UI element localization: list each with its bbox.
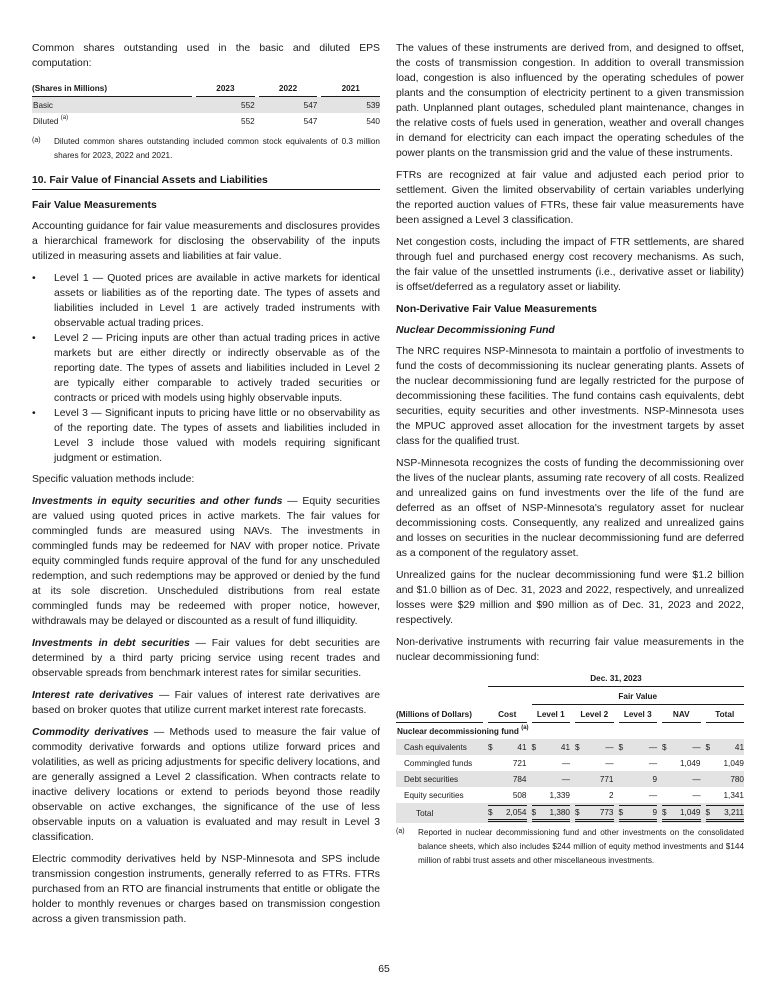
footnote-ref: (a) (60, 115, 69, 121)
cell: 41 (560, 743, 570, 752)
row-label: Equity securities (404, 791, 464, 800)
levels-list (32, 271, 380, 466)
table-row (396, 755, 744, 771)
total-cell: 9 (652, 808, 657, 817)
cell: 547 (255, 97, 318, 113)
header-cost: Cost (488, 708, 527, 723)
paragraph: The values of these instruments are derived from, and designed to offset, the costs of transmission congestion. In addition to overall transmission load, congestion is also influenced by the operating schedules of power plants and the consumption of electricity pertinent to a given transmission path. Unplanned plant outages, scheduled plant maintenance, changes in the relative costs of fuels used in generation, weather and overall changes in demand for electricity can each impact the operating schedules of the power plants on the transmission grid and the value of these instruments. (396, 43, 744, 159)
method-equity: Investments in equity securities and other funds — Equity securities are valued using quoted prices in active markets. The fair values for commingled funds are measured using NAVs. The investments in commingled funds may be redeemed for NAV with proper notice. Private equity commingled funds require approval of the fund for any unscheduled redemption, and such redemptions may be approved or denied by the fund at its sole discretion. Unscheduled distributions from real estate commingled funds may be redeemed with proper notice, however, withdrawals may be delayed or discounted as a result of fund illiquidity. (32, 496, 380, 627)
cell: — (561, 759, 570, 768)
cell: 780 (701, 771, 745, 787)
section-title: 10. Fair Value of Financial Assets and Liabilities (32, 173, 380, 190)
cell: 1,049 (680, 759, 701, 768)
cell: 539 (317, 97, 380, 113)
cell: 540 (366, 117, 380, 126)
header-total: Total (706, 708, 745, 723)
paragraph: Non-derivative instruments with recurring fair value measurements in the nuclear decommissioning fund: (396, 637, 744, 663)
date-header-row (396, 672, 744, 687)
fair-value-footnote (396, 826, 744, 868)
cell: 1,339 (549, 791, 570, 800)
column-header-row (396, 705, 744, 723)
group-header-row (396, 687, 744, 705)
paragraph: The NRC requires NSP-Minnesota to maintain a portfolio of investments to fund the costs of decommissioning its nuclear generating plants. Assets of the nuclear decommissioning fund are legally restricted for the purpose of decommissioning these facilities. The fund contains cash equivalents, debt securities, equity securities and other investments. NSP-Minnesota uses the MPUC approved asset allocation for the investment targets by asset class for the qualified trust. (396, 346, 744, 447)
electric-paragraph: Electric commodity derivatives held by NSP-Minnesota and SPS include transmission congestion instruments, generally referred to as FTRs. FTRs purchased from an RTO are financial instruments that entitle or obligate the holder to monthly revenues or charges based on transmission congestion across a given transmission path. (32, 854, 380, 925)
table-row (32, 113, 380, 129)
total-label: Total (396, 803, 483, 823)
paragraph: NSP-Minnesota recognizes the costs of funding the decommissioning over the lives of the nuclear plants, assuming rate recovery of all costs. Realized and unrealized gains on fund investments over the life of the fund are deferred as an offset of NSP-Minnesota's regulatory asset for nuclear decommissioning costs. Consequently, any realized and unrealized gains and losses on securities in the nuclear decommissioning fund are deferred as a component of the regulatory asset. (396, 458, 744, 559)
fair-value-measurements-heading: Fair Value Measurements (32, 200, 157, 211)
page-number: 65 (378, 964, 390, 975)
shares-table-header (32, 81, 380, 97)
cell: — (648, 791, 657, 800)
shares-footnote (32, 135, 380, 163)
table-row (396, 771, 744, 787)
shares-header-2021: 2021 (321, 82, 380, 97)
total-cell: 773 (599, 808, 614, 817)
row-label: Diluted $^{(a)}$ (33, 115, 69, 126)
row-label: Basic (32, 97, 192, 113)
method-commodity: Commodity derivatives — Methods used to measure the fair value of commodity derivative forwards and options utilize forward prices and volatilities, as well as pricing adjustments for specific delivery locations, and are generally assigned a Level 2 classification. When contracts relate to inactive delivery locations or extend to periods beyond those readily observable on active exchanges, the significance of the use of less observable inputs on a valuation is evaluated and may result in Level 3 classification. (32, 727, 381, 843)
row-label: Commingled funds (404, 759, 473, 768)
cell: 41 (734, 743, 744, 752)
cell: — (648, 759, 657, 768)
cell: 9 (614, 771, 658, 787)
table-row (32, 97, 380, 113)
fair-value-table (396, 672, 744, 823)
cell: 552 (241, 117, 255, 126)
header-level1: Level 1 (532, 708, 571, 723)
group-row (396, 723, 744, 739)
total-cell: 1,049 (680, 808, 701, 817)
shares-header-label: (Shares in Millions) (32, 82, 192, 97)
cell: 552 (192, 97, 255, 113)
header-level2: Level 2 (575, 708, 614, 723)
cell: — (605, 759, 614, 768)
row-label: Debt securities (396, 771, 483, 787)
paragraph: Net congestion costs, including the impact of FTR settlements, are shared through fuel and purchased energy cost recovery mechanisms. As such, the fair value of the unsettled instruments (i.e., derivative asset or liability) is offset/deferred as a regulatory asset or liability. (396, 237, 744, 293)
list-item: • Level 1 — Quoted prices are available in active markets for identical assets or liabilities as of the reporting date. The types of assets and liabilities included in Level 1 are actively traded instruments with observable actual trading prices. (32, 271, 380, 331)
list-item: • Level 3 — Significant inputs to pricing have little or no observability as of the reporting date. The types of assets and liabilities included in Level 3 include those valued with models requiring significant judgment or estimation. (32, 406, 380, 466)
row-label: Cash equivalents (396, 739, 483, 755)
fair-value-header: Fair Value (532, 690, 745, 705)
cell: — (648, 743, 657, 752)
method-interest-rate: Interest rate derivatives — Fair values of interest rate derivatives are based on broker quotes that utilize current market interest rate forecasts. (32, 690, 380, 716)
fvm-paragraph: Accounting guidance for fair value measurements and disclosures provides a hierarchical framework for disclosing the observability of the inputs utilized in measuring assets and liabilities at fair value. (32, 221, 380, 262)
cell: — (527, 771, 571, 787)
cell: 721 (512, 759, 527, 768)
table-row (396, 787, 744, 803)
cell: 41 (517, 743, 527, 752)
cell: — (692, 791, 701, 800)
footnote-mark: (a) (32, 137, 41, 144)
method-debt: Investments in debt securities — Fair values for debt securities are determined by a third party pricing service using recent trades and observable spreads from benchmark interest rates for similar securities. (32, 638, 380, 679)
footnote-ref: (a) (521, 725, 529, 731)
cell: 771 (570, 771, 614, 787)
cell: 508 (512, 791, 527, 800)
group-label: Nuclear decommissioning fund (397, 727, 519, 736)
right-column (396, 41, 744, 876)
paragraph: Unrealized gains for the nuclear decommissioning fund were $1.2 billion and $1.0 billion as of Dec. 31, 2023 and 2022, respectively, and unrealized losses were $29 million and $90 million as of Dec. 31, 2023 and 2022, respectively. (396, 570, 744, 626)
left-column (32, 41, 380, 934)
cell: 784 (483, 771, 527, 787)
footnote-mark: (a) (396, 828, 405, 835)
total-row: Total $ 2,054 $ 1,380 $ 773 $ 9 $ 1,049 $ 3,211 (396, 803, 744, 823)
paragraph: FTRs are recognized at fair value and adjusted each period prior to settlement. Given the limited observability of certain variables underlying the reported auction values of FTRs, these fair value measurements have been assigned a Level 3 classification. (396, 170, 744, 226)
shares-header-2023: 2023 (196, 82, 255, 97)
header-label: (Millions of Dollars) (396, 708, 483, 723)
cell: 547 (303, 117, 318, 126)
footnote-text: Diluted common shares outstanding included common stock equivalents of 0.3 million shares for 2023, 2022 and 2021. (54, 137, 380, 160)
cell: — (605, 743, 614, 752)
shares-header-2022: 2022 (259, 82, 318, 97)
cell: 1,341 (723, 791, 744, 800)
total-cell: 1,380 (549, 808, 570, 817)
table-row: Cash equivalents $ 41 $ 41 $ — $ — $ — $ 41 (396, 739, 744, 755)
methods-intro: Specific valuation methods include: (32, 474, 195, 485)
cell: 1,049 (723, 759, 744, 768)
nuclear-fund-heading: Nuclear Decommissioning Fund (396, 325, 555, 336)
header-level3: Level 3 (619, 708, 658, 723)
shares-table (32, 81, 380, 129)
eps-intro: Common shares outstanding used in the basic and diluted EPS computation: (32, 43, 380, 69)
non-derivative-heading: Non-Derivative Fair Value Measurements (396, 304, 597, 315)
footnote-text: Reported in nuclear decommissioning fund and other investments on the consolidated balance sheets, which also includes $244 million of equity method investments and $144 million of rabbi trust assets and other miscellaneous investments. (418, 828, 744, 865)
cell: — (692, 743, 701, 752)
total-cell: 3,211 (724, 808, 744, 817)
header-nav: NAV (662, 708, 701, 723)
cell: 2 (608, 791, 614, 800)
total-cell: 2,054 (506, 808, 527, 817)
cell: — (657, 771, 701, 787)
date-header: Dec. 31, 2023 (488, 672, 744, 687)
list-item: • Level 2 — Pricing inputs are other than actual trading prices in active markets but are either directly or indirectly observable as of the reporting date. The types of assets and liabilities included in Level 2 are typically either comparable to actively traded securities or contracts or priced with models using highly observable inputs. (32, 331, 380, 406)
